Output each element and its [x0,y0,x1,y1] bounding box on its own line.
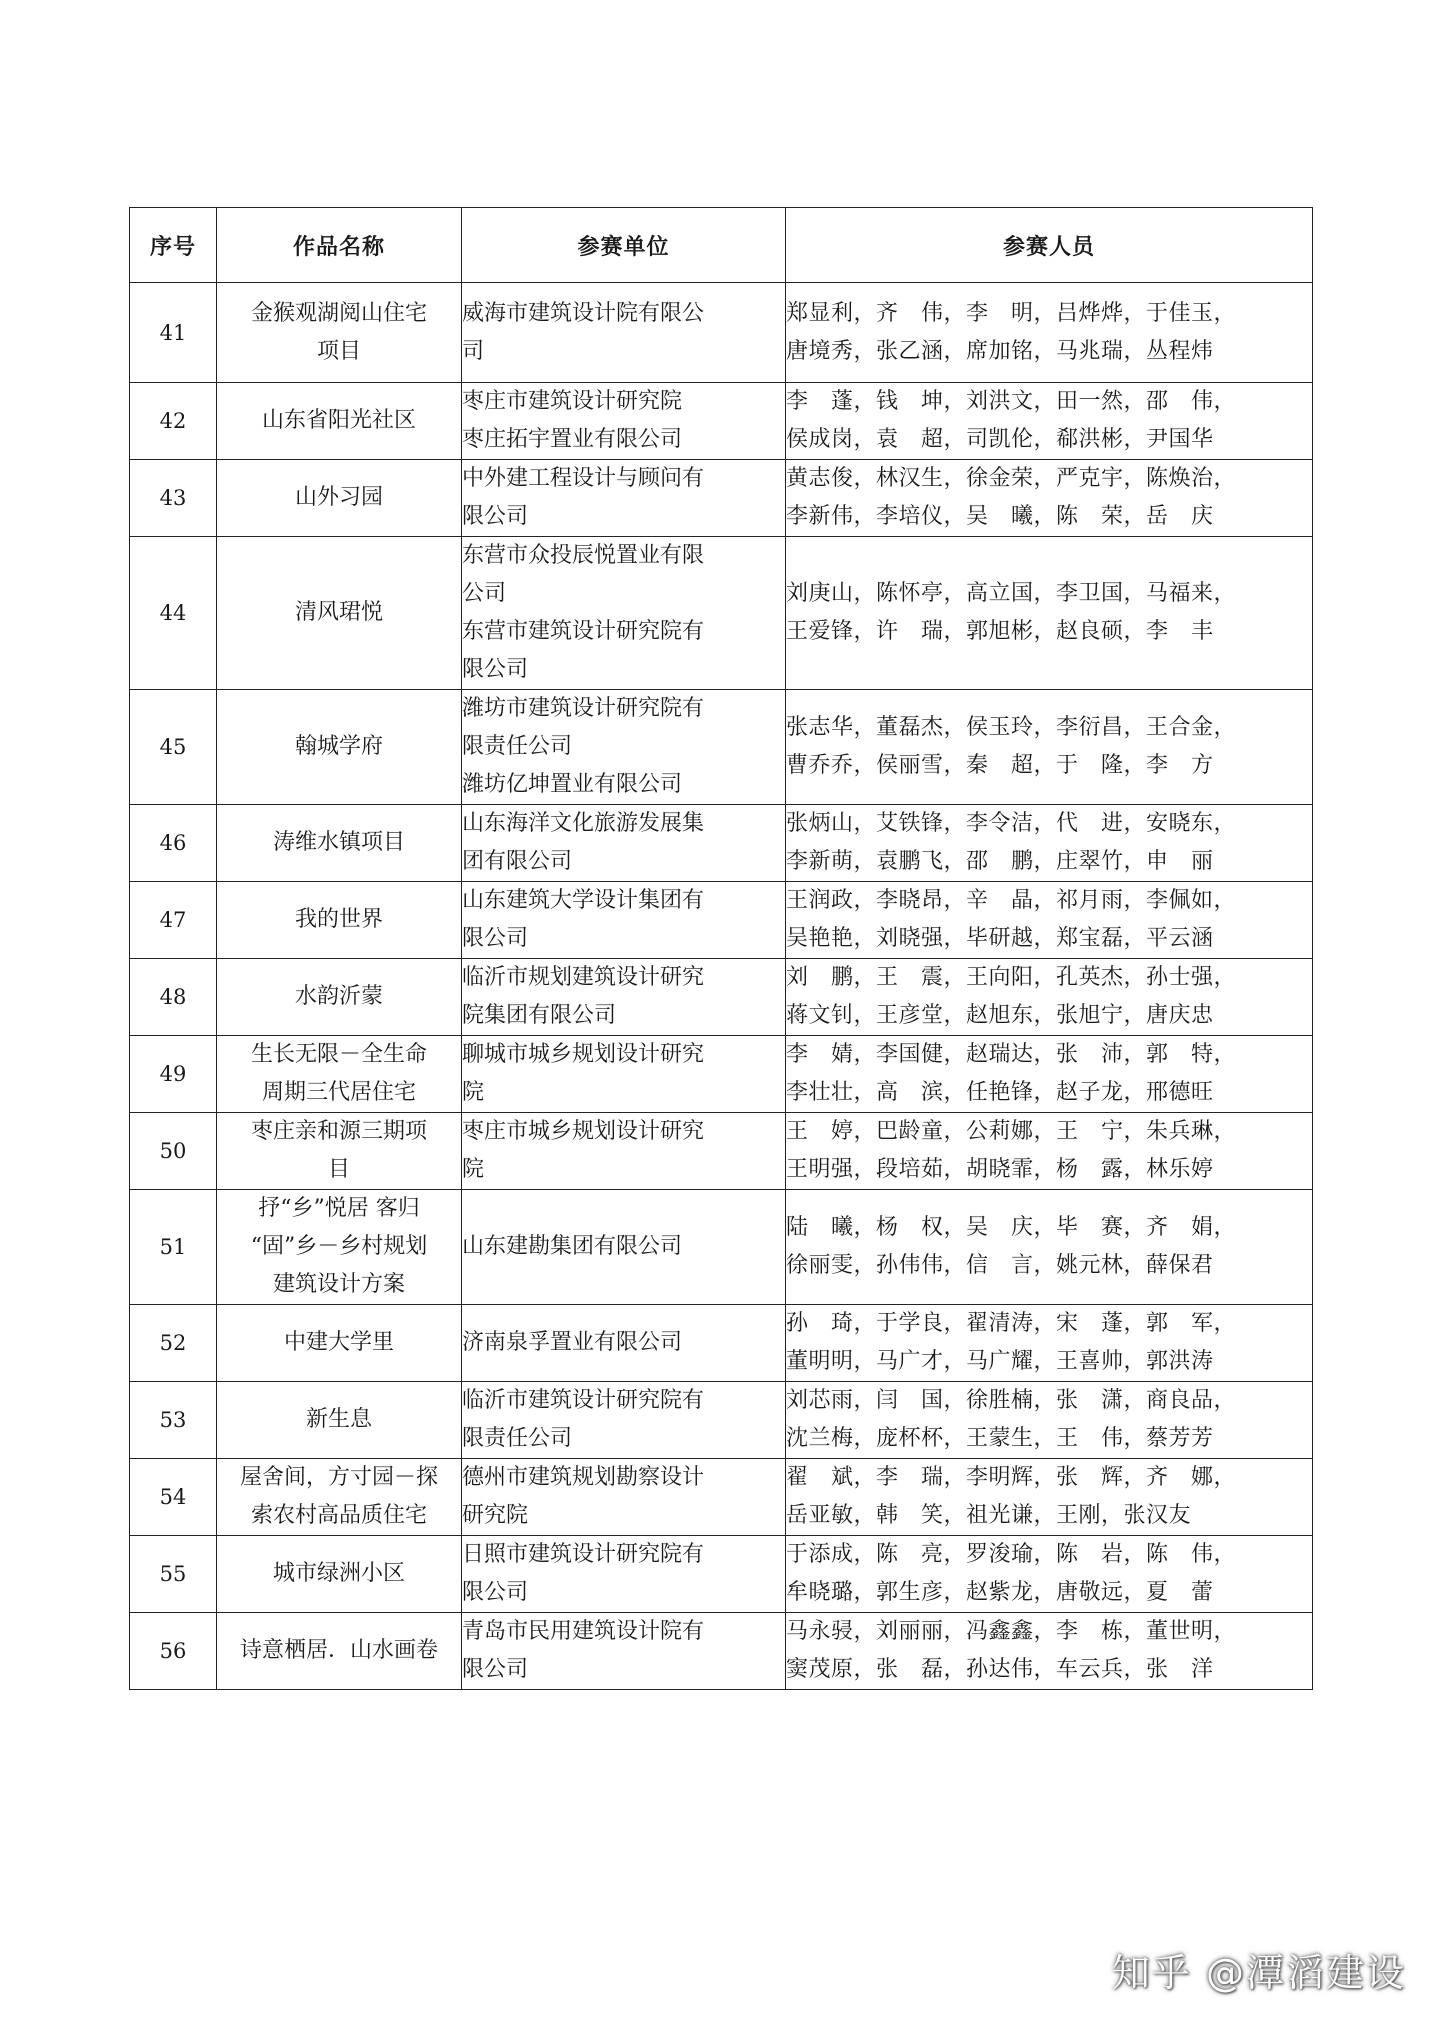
cell-people-line: 侯成岗，袁 超，司凯伦，郗洪彬，尹国华 [786,427,1214,452]
cell-work-name [217,537,462,690]
cell-work-name-line: 抒“乡”悦居 客归 [258,1196,420,1221]
table-row [130,882,1313,959]
cell-unit-line: 聊城市城乡规划设计研究 [462,1042,705,1067]
header-people: 参赛人员 [786,208,1313,283]
cell-people-line: 牟晓璐，郭生彦，赵紫龙，唐敬远，夏 蕾 [786,1580,1214,1605]
table-row [130,1305,1313,1382]
cell-unit [462,1536,786,1613]
cell-no: 51 [130,1190,217,1305]
cell-no: 44 [130,537,217,690]
cell-unit-line: 东营市建筑设计研究院有 [462,619,705,644]
table-row [130,1036,1313,1113]
table-row [130,1613,1313,1690]
table-row [130,1382,1313,1459]
cell-work-name-line: 索农村高品质住宅 [250,1503,427,1528]
cell-people-line: 徐丽雯，孙伟伟，信 言，姚元林，薛保君 [786,1253,1214,1278]
cell-unit-line: 院 [462,1080,485,1105]
participants-table [129,207,1313,1690]
cell-people-line: 李壮壮，高 滨，任艳锋，赵子龙，邢德旺 [786,1080,1214,1105]
table-row [130,460,1313,537]
header-no: 序号 [130,208,217,283]
cell-work-name-line: 我的世界 [294,907,383,932]
cell-work-name [217,1536,462,1613]
cell-work-name-line: 屋舍间，方寸园－探 [239,1465,438,1490]
cell-people-line: 王明强，段培茹，胡晓霏，杨 露，林乐婷 [786,1157,1214,1182]
table-row [130,1459,1313,1536]
cell-people-line: 王爱锋，许 瑞，郭旭彬，赵良硕，李 丰 [786,619,1214,644]
cell-work-name [217,959,462,1036]
cell-unit-line: 限责任公司 [462,1426,573,1451]
cell-unit-line: 司 [462,338,485,364]
cell-unit-line: 济南泉孚置业有限公司 [462,1330,683,1355]
cell-work-name [217,1459,462,1536]
cell-people [786,1036,1313,1113]
cell-unit [462,1113,786,1190]
cell-work-name-line: 生长无限－全生命 [250,1042,427,1067]
cell-work-name-line: 山东省阳光社区 [261,408,416,433]
cell-people [786,1382,1313,1459]
cell-work-name [217,1113,462,1190]
cell-people-line: 刘芯雨，闫 国，徐胜楠，张 潇，商良品， [786,1388,1237,1413]
cell-unit [462,1305,786,1382]
table-row [130,1190,1313,1305]
cell-unit-line: 限责任公司 [462,734,573,759]
cell-no: 47 [130,882,217,959]
table-row [130,805,1313,882]
cell-unit-line: 临沂市规划建筑设计研究 [462,965,705,990]
cell-work-name [217,1382,462,1459]
cell-work-name [217,690,462,805]
cell-unit-line: 团有限公司 [462,849,573,874]
cell-no: 50 [130,1113,217,1190]
table-row [130,690,1313,805]
cell-work-name [217,1613,462,1690]
cell-work-name-line: 翰城学府 [294,734,383,759]
cell-no: 41 [130,283,217,383]
cell-work-name-line: 金猴观湖阅山住宅 [250,300,427,326]
cell-no: 53 [130,1382,217,1459]
cell-people-line: 王润政，李晓昂，辛 晶，祁月雨，李佩如， [786,888,1237,913]
cell-work-name [217,805,462,882]
cell-people-line: 张炳山，艾铁锋，李令洁，代 进，安晓东， [786,811,1237,836]
cell-no: 49 [130,1036,217,1113]
cell-work-name-line: 项目 [316,338,361,364]
cell-unit-line: 临沂市建筑设计研究院有 [462,1388,705,1413]
cell-work-name [217,283,462,383]
header-work-name: 作品名称 [217,208,462,283]
header-row [130,208,1313,283]
cell-unit [462,1190,786,1305]
cell-work-name-line: 清风珺悦 [294,600,383,625]
cell-people [786,690,1313,805]
cell-people-line: 王 婷，巴龄童，公莉娜，王 宁，朱兵琳， [786,1119,1237,1144]
cell-unit-line: 山东建筑大学设计集团有 [462,888,705,913]
cell-people-line: 刘 鹏，王 震，王向阳，孔英杰，孙士强， [786,965,1237,990]
cell-people-line: 翟 斌，李 瑞，李明辉，张 辉，齐 娜， [786,1465,1237,1490]
cell-work-name-line: “固”乡－乡村规划 [250,1234,428,1259]
table-row [130,537,1313,690]
cell-people-line: 李新伟，李培仪，吴 曦，陈 荣，岳 庆 [786,504,1214,529]
cell-unit-line: 研究院 [462,1503,529,1528]
cell-work-name-line: 目 [327,1157,350,1182]
cell-no: 42 [130,383,217,460]
cell-unit-line: 公司 [462,581,507,606]
cell-unit [462,1613,786,1690]
cell-people [786,283,1313,383]
cell-unit-line: 枣庄拓宇置业有限公司 [462,427,683,452]
cell-work-name [217,1190,462,1305]
cell-people [786,1190,1313,1305]
cell-work-name-line: 建筑设计方案 [272,1272,405,1297]
cell-people-line: 曹乔乔，侯丽雪，秦 超，于 隆，李 方 [786,753,1214,778]
cell-unit [462,537,786,690]
cell-unit-line: 限公司 [462,926,529,951]
cell-work-name [217,1036,462,1113]
cell-unit-line: 枣庄市城乡规划设计研究 [462,1119,705,1144]
cell-unit-line: 日照市建筑设计研究院有 [462,1542,705,1567]
cell-unit-line: 限公司 [462,1580,529,1605]
cell-unit-line: 山东建勘集团有限公司 [462,1234,683,1259]
cell-people [786,1536,1313,1613]
cell-work-name-line: 周期三代居住宅 [261,1080,416,1105]
cell-people-line: 孙 琦，于学良，翟清涛，宋 蓬，郭 军， [786,1311,1237,1336]
cell-work-name [217,383,462,460]
table-row [130,383,1313,460]
cell-unit-line: 潍坊市建筑设计研究院有 [462,696,705,721]
cell-no: 52 [130,1305,217,1382]
cell-no: 56 [130,1613,217,1690]
cell-unit-line: 潍坊亿坤置业有限公司 [462,772,683,797]
table-header [130,208,1313,283]
cell-unit [462,690,786,805]
table-row [130,959,1313,1036]
cell-work-name-line: 中建大学里 [283,1330,394,1355]
cell-people-line: 沈兰梅，庞杯杯，王蒙生，王 伟，蔡芳芳 [786,1426,1214,1451]
table-body [130,283,1313,1690]
cell-people-line: 郑显利，齐 伟，李 明，吕烨烨，于佳玉， [786,300,1237,326]
cell-unit [462,1459,786,1536]
cell-people [786,1613,1313,1690]
cell-unit-line: 中外建工程设计与顾问有 [462,466,705,491]
cell-no: 46 [130,805,217,882]
cell-unit-line: 限公司 [462,657,529,682]
cell-unit [462,283,786,383]
cell-work-name-line: 诗意栖居．山水画卷 [239,1638,438,1663]
cell-unit-line: 威海市建筑设计院有限公 [462,300,705,326]
cell-unit-line: 院 [462,1157,485,1182]
cell-work-name-line: 涛维水镇项目 [272,830,405,855]
cell-people-line: 于添成，陈 亮，罗浚瑜，陈 岩，陈 伟， [786,1542,1237,1567]
cell-people-line: 李 婧，李国健，赵瑞达，张 沛，郭 特， [786,1042,1237,1067]
cell-no: 54 [130,1459,217,1536]
cell-work-name [217,882,462,959]
cell-work-name [217,460,462,537]
cell-people [786,460,1313,537]
cell-unit-line: 限公司 [462,504,529,529]
cell-no: 48 [130,959,217,1036]
table-row [130,1113,1313,1190]
cell-unit [462,460,786,537]
cell-unit [462,383,786,460]
cell-unit [462,882,786,959]
cell-unit [462,1382,786,1459]
cell-work-name-line: 新生息 [305,1407,372,1432]
cell-unit-line: 青岛市民用建筑设计院有 [462,1619,705,1644]
cell-no: 45 [130,690,217,805]
cell-unit [462,805,786,882]
header-unit: 参赛单位 [462,208,786,283]
cell-unit-line: 山东海洋文化旅游发展集 [462,811,705,836]
cell-people-line: 窦茂原，张 磊，孙达伟，车云兵，张 洋 [786,1657,1214,1682]
cell-unit [462,959,786,1036]
cell-people-line: 李 蓬，钱 坤，刘洪文，田一然，邵 伟， [786,389,1237,414]
cell-no: 43 [130,460,217,537]
cell-people-line: 蒋文钊，王彦堂，赵旭东，张旭宁，唐庆忠 [786,1003,1214,1028]
cell-unit-line: 东营市众投辰悦置业有限 [462,543,705,568]
cell-unit-line: 德州市建筑规划勘察设计 [462,1465,705,1490]
cell-people-line: 吴艳艳，刘晓强，毕研越，郑宝磊，平云涵 [786,926,1214,951]
cell-people [786,1113,1313,1190]
cell-unit [462,1036,786,1113]
cell-people [786,882,1313,959]
cell-work-name-line: 枣庄亲和源三期项 [250,1119,427,1144]
cell-people-line: 李新萌，袁鹏飞，邵 鹏，庄翠竹，申 丽 [786,849,1214,874]
cell-work-name-line: 城市绿洲小区 [272,1561,405,1586]
cell-work-name [217,1305,462,1382]
zhihu-watermark: 知乎 @潭滔建设 [1111,1951,1406,1995]
table-row [130,1536,1313,1613]
cell-people-line: 董明明，马广才，马广耀，王喜帅，郭洪涛 [786,1349,1214,1374]
cell-people [786,959,1313,1036]
cell-work-name-line: 山外习园 [294,485,383,510]
cell-people [786,805,1313,882]
cell-people [786,1459,1313,1536]
cell-people-line: 马永骎，刘丽丽，冯鑫鑫，李 栋，董世明， [786,1619,1237,1644]
cell-unit-line: 院集团有限公司 [462,1003,617,1028]
cell-people [786,1305,1313,1382]
cell-people-line: 岳亚敏，韩 笑，祖光谦，王刚，张汉友 [786,1503,1192,1528]
cell-people-line: 陆 曦，杨 权，吴 庆，毕 赛，齐 娟， [786,1215,1237,1240]
cell-people-line: 刘庚山，陈怀亭，高立国，李卫国，马福来， [786,581,1237,606]
cell-people [786,383,1313,460]
cell-unit-line: 限公司 [462,1657,529,1682]
cell-people-line: 张志华，董磊杰，侯玉玲，李衍昌，王合金， [786,715,1237,740]
cell-people [786,537,1313,690]
table-row [130,283,1313,383]
cell-work-name-line: 水韵沂蒙 [294,984,383,1009]
cell-people-line: 唐境秀，张乙涵，席加铭，马兆瑞，丛程炜 [786,338,1214,364]
cell-unit-line: 枣庄市建筑设计研究院 [462,389,683,414]
cell-people-line: 黄志俊，林汉生，徐金荣，严克宇，陈焕治， [786,466,1237,491]
cell-no: 55 [130,1536,217,1613]
